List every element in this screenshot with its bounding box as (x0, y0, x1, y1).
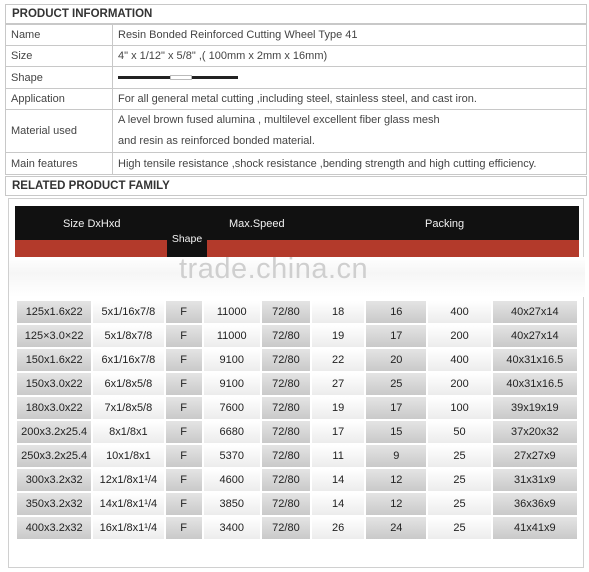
cell-packing-1: 14 (312, 493, 364, 515)
cell-carton-size: 40x31x16.5 (493, 373, 577, 395)
cell-packing-2: 20 (366, 349, 426, 371)
info-value (113, 67, 587, 89)
col-packing-header: Packing (425, 218, 465, 230)
cell-packing-1: 19 (312, 325, 364, 347)
cell-size-mm: 250x3.2x25.4 (17, 445, 91, 467)
family-table-header (15, 206, 579, 240)
cell-size-mm: 125x1.6x22 (17, 301, 91, 323)
cell-packing-1: 17 (312, 421, 364, 443)
cell-packing-1: 22 (312, 349, 364, 371)
info-value: Resin Bonded Reinforced Cutting Wheel Type 41 (113, 25, 587, 46)
cell-max-speed: 9100 (204, 373, 260, 395)
table-row (17, 493, 577, 515)
watermark-text: trade.china.cn (179, 253, 369, 285)
cell-shape: F (166, 469, 202, 491)
cell-size-inch: 7x1/8x5/8 (93, 397, 163, 419)
cell-carton-size: 40x27x14 (493, 301, 577, 323)
cell-size-mm: 150x3.0x22 (17, 373, 91, 395)
info-label: Name (6, 25, 113, 46)
family-data-table (15, 299, 579, 541)
cell-speed-ms: 72/80 (262, 421, 310, 443)
cell-packing-2: 9 (366, 445, 426, 467)
cell-max-speed: 6680 (204, 421, 260, 443)
table-row (17, 469, 577, 491)
cell-shape: F (166, 445, 202, 467)
cell-shape: F (166, 373, 202, 395)
cell-carton-size: 40x31x16.5 (493, 349, 577, 371)
cell-packing-3: 200 (428, 325, 490, 347)
table-row (17, 421, 577, 443)
cell-max-speed: 7600 (204, 397, 260, 419)
info-row-material (6, 110, 587, 153)
cell-size-mm: 125×3.0×22 (17, 325, 91, 347)
cell-size-mm: 200x3.2x25.4 (17, 421, 91, 443)
cell-shape: F (166, 493, 202, 515)
cell-speed-ms: 72/80 (262, 349, 310, 371)
table-row (17, 445, 577, 467)
cell-size-mm: 350x3.2x32 (17, 493, 91, 515)
cell-max-speed: 3400 (204, 517, 260, 539)
info-value (113, 110, 587, 153)
cell-shape: F (166, 421, 202, 443)
table-row (17, 349, 577, 371)
product-info-table (5, 24, 587, 175)
cell-carton-size: 36x36x9 (493, 493, 577, 515)
info-value: High tensile resistance ,shock resistance ,bending strength and high cutting efficiency. (113, 153, 587, 175)
cell-packing-3: 200 (428, 373, 490, 395)
cell-packing-2: 17 (366, 325, 426, 347)
col-shape-header: Shape (167, 227, 207, 273)
info-row-shape (6, 67, 587, 89)
cell-packing-2: 16 (366, 301, 426, 323)
cell-packing-3: 25 (428, 445, 490, 467)
table-row (17, 517, 577, 539)
cell-packing-2: 17 (366, 397, 426, 419)
table-row (17, 301, 577, 323)
cell-size-inch: 12x1/8x1¹/4 (93, 469, 163, 491)
related-family-header: RELATED PRODUCT FAMILY (5, 176, 587, 196)
cell-speed-ms: 72/80 (262, 325, 310, 347)
cell-size-inch: 8x1/8x1 (93, 421, 163, 443)
cell-max-speed: 5370 (204, 445, 260, 467)
cell-size-inch: 10x1/8x1 (93, 445, 163, 467)
cell-packing-3: 50 (428, 421, 490, 443)
cell-packing-1: 19 (312, 397, 364, 419)
cell-packing-3: 400 (428, 301, 490, 323)
cell-size-mm: 300x3.2x32 (17, 469, 91, 491)
cell-packing-3: 25 (428, 493, 490, 515)
cell-packing-2: 24 (366, 517, 426, 539)
cell-shape: F (166, 301, 202, 323)
table-row (17, 373, 577, 395)
info-row-size (6, 46, 587, 67)
cell-size-mm: 180x3.0x22 (17, 397, 91, 419)
cell-packing-1: 14 (312, 469, 364, 491)
cell-size-inch: 16x1/8x1¹/4 (93, 517, 163, 539)
cell-packing-3: 25 (428, 469, 490, 491)
cell-shape: F (166, 517, 202, 539)
table-row (17, 397, 577, 419)
cell-size-inch: 5x1/16x7/8 (93, 301, 163, 323)
cell-packing-3: 25 (428, 517, 490, 539)
cell-packing-2: 15 (366, 421, 426, 443)
cell-shape: F (166, 325, 202, 347)
product-information-header: PRODUCT INFORMATION (5, 4, 587, 24)
info-label: Main features (6, 153, 113, 175)
material-line-1: A level brown fused alumina , multilevel excellent fiber glass mesh (118, 114, 440, 126)
material-line-2: and resin as reinforced bonded material. (118, 135, 315, 147)
cell-carton-size: 39x19x19 (493, 397, 577, 419)
cell-speed-ms: 72/80 (262, 517, 310, 539)
cell-packing-1: 26 (312, 517, 364, 539)
cell-max-speed: 3850 (204, 493, 260, 515)
cell-size-inch: 6x1/8x5/8 (93, 373, 163, 395)
cell-packing-1: 18 (312, 301, 364, 323)
cell-size-mm: 400x3.2x32 (17, 517, 91, 539)
cell-carton-size: 27x27x9 (493, 445, 577, 467)
cell-carton-size: 40x27x14 (493, 325, 577, 347)
info-label: Shape (6, 67, 113, 89)
cell-carton-size: 41x41x9 (493, 517, 577, 539)
product-family-image (8, 198, 584, 568)
cell-carton-size: 37x20x32 (493, 421, 577, 443)
cell-max-speed: 11000 (204, 301, 260, 323)
cell-speed-ms: 72/80 (262, 445, 310, 467)
info-row-application (6, 89, 587, 110)
col-speed-header: Max.Speed (229, 218, 285, 230)
info-label: Application (6, 89, 113, 110)
cell-packing-3: 100 (428, 397, 490, 419)
cell-packing-2: 12 (366, 469, 426, 491)
cell-max-speed: 9100 (204, 349, 260, 371)
cell-max-speed: 11000 (204, 325, 260, 347)
cell-packing-1: 27 (312, 373, 364, 395)
info-row-features (6, 153, 587, 175)
cell-size-inch: 5x1/8x7/8 (93, 325, 163, 347)
cell-size-inch: 6x1/16x7/8 (93, 349, 163, 371)
cell-speed-ms: 72/80 (262, 373, 310, 395)
cell-packing-2: 25 (366, 373, 426, 395)
cell-speed-ms: 72/80 (262, 493, 310, 515)
cell-carton-size: 31x31x9 (493, 469, 577, 491)
cell-speed-ms: 72/80 (262, 397, 310, 419)
cell-speed-ms: 72/80 (262, 301, 310, 323)
info-value: 4" x 1/12" x 5/8" ,( 100mm x 2mm x 16mm) (113, 46, 587, 67)
cell-packing-1: 11 (312, 445, 364, 467)
cell-shape: F (166, 397, 202, 419)
info-label: Material used (6, 110, 113, 153)
cell-max-speed: 4600 (204, 469, 260, 491)
info-row-name (6, 25, 587, 46)
cell-size-inch: 14x1/8x1¹/4 (93, 493, 163, 515)
cell-speed-ms: 72/80 (262, 469, 310, 491)
col-size-header: Size DxHxd (63, 218, 121, 230)
info-value: For all general metal cutting ,including steel, stainless steel, and cast iron. (113, 89, 587, 110)
info-label: Size (6, 46, 113, 67)
table-row (17, 325, 577, 347)
cell-packing-2: 12 (366, 493, 426, 515)
wheel-shape-icon (118, 76, 238, 79)
cell-shape: F (166, 349, 202, 371)
cell-size-mm: 150x1.6x22 (17, 349, 91, 371)
cell-packing-3: 400 (428, 349, 490, 371)
